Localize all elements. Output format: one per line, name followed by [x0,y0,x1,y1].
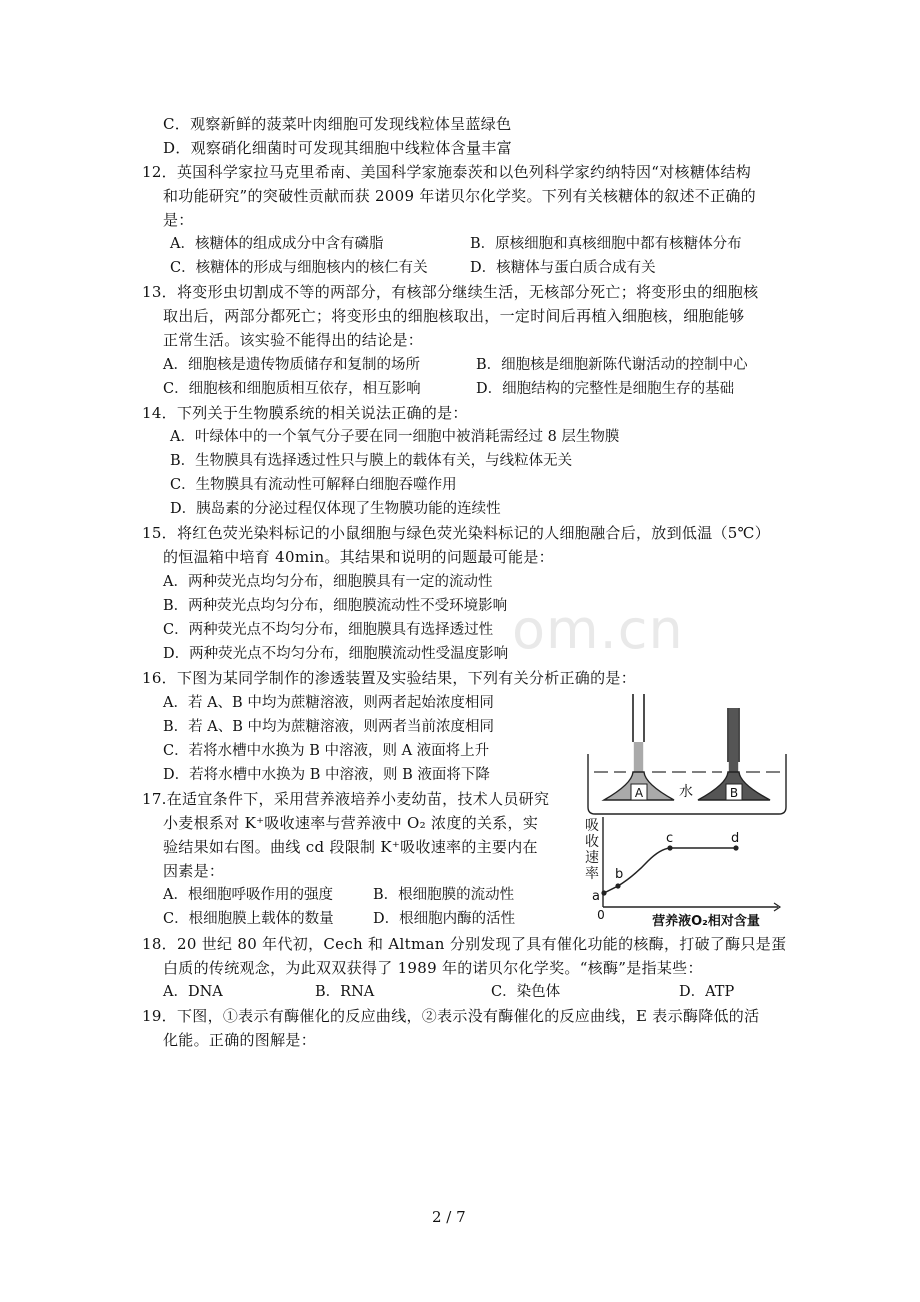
option-item: D．根细胞内酶的活性 [373,911,516,927]
point-d [733,845,738,850]
option-item: C．根细胞膜上载体的数量 [163,911,334,927]
page-number: 2 / 7 [432,1208,466,1226]
watermark: om.cn [512,598,684,661]
text-line: C．观察新鲜的菠菜叶肉细胞可发现线粒体呈蓝绿色 [163,115,512,133]
y-axis-label: 速 [585,850,599,866]
text-line: 14．下列关于生物膜系统的相关说法正确的是： [142,404,468,422]
text-line: 正常生活。该实验不能得出的结论是： [163,331,424,349]
y-axis-label: 收 [585,834,599,850]
text-line: D．观察硝化细菌时可发现其细胞中线粒体含量丰富 [163,139,512,157]
point-label-a: a [592,889,600,904]
k-uptake-graph [578,815,788,930]
label-water: 水 [679,784,693,800]
uptake-curve [604,848,736,893]
tube-a-liquid [634,742,643,772]
option-item: D．细胞结构的完整性是细胞生存的基础 [476,381,735,397]
text-line: 17.在适宜条件下，采用营养液培养小麦幼苗，技术人员研究 [142,790,550,808]
text-line: 16．下图为某同学制作的渗透装置及实验结果，下列有关分析正确的是： [142,669,636,687]
text-line: 验结果如右图。曲线 cd 段限制 K⁺吸收速率的主要内在 [163,838,538,856]
point-label-d: d [731,831,740,846]
text-line: 12．英国科学家拉马克里希南、美国科学家施泰茨和以色列科学家约纳特因“对核糖体结构 [142,163,752,181]
option-item: B．生物膜具有选择透过性只与膜上的载体有关，与线粒体无关 [170,453,573,469]
option-item: C．细胞核和细胞质相互依存，相互影响 [163,381,421,397]
option-item: B．若 A、B 中均为蔗糖溶液，则两者当前浓度相同 [163,719,494,735]
text-line: 因素是： [163,862,225,880]
option-item: A．叶绿体中的一个氧气分子要在同一细胞中被消耗需经过 8 层生物膜 [170,429,620,445]
option-item: C．生物膜具有流动性可解释白细胞吞噬作用 [170,477,457,493]
text-line: 15．将红色荧光染料标记的小鼠细胞与绿色荧光染料标记的人细胞融合后，放到低温（5℃） [142,524,771,542]
y-axis-label: 率 [585,866,599,882]
label-b: B [729,786,739,800]
text-line: 19．下图，①表示有酶催化的反应曲线，②表示没有酶催化的反应曲线，E 表示酶降低的活 [142,1007,760,1025]
option-item: B．原核细胞和真核细胞中都有核糖体分布 [470,236,742,252]
option-item: A．根细胞呼吸作用的强度 [163,887,333,903]
option-item: A．核糖体的组成成分中含有磷脂 [170,236,384,252]
option-item: B．RNA [315,984,375,1000]
x-axis-label: 营养液O₂相对含量 [652,914,760,929]
option-item: C．核糖体的形成与细胞核内的核仁有关 [170,260,428,276]
label-a: A [634,786,644,800]
text-line: 白质的传统观念，为此双双获得了 1989 年的诺贝尔化学奖。“核酶”是指某些： [163,959,703,977]
option-item: D．若将水槽中水换为 B 中溶液，则 B 液面将下降 [163,767,490,783]
option-item: D．核糖体与蛋白质合成有关 [470,260,656,276]
text-line: 取出后，两部分都死亡；将变形虫的细胞核取出，一定时间后再植入细胞核，细胞能够 [163,307,745,325]
text-line: 13．将变形虫切割成不等的两部分，有核部分继续生活，无核部分死亡；将变形虫的细胞核 [142,283,759,301]
tube-a [633,694,644,742]
point-label-c: c [666,831,674,846]
option-item: B．细胞核是细胞新陈代谢活动的控制中心 [476,357,748,373]
option-item: B．根细胞膜的流动性 [373,887,515,903]
text-line: 18．20 世纪 80 年代初，Cech 和 Altman 分别发现了具有催化功能的核酶，打破了酶只是蛋 [142,935,787,953]
text-line: 小麦根系对 K⁺吸收速率与营养液中 O₂ 浓度的关系，实 [163,814,539,832]
text-line: 化能。正确的图解是： [163,1031,317,1049]
option-item: A．两种荧光点均匀分布，细胞膜具有一定的流动性 [163,574,493,590]
option-item: C．两种荧光点不均匀分布，细胞膜具有选择透过性 [163,622,494,638]
option-item: D．ATP [679,984,735,1000]
point-a [601,890,606,895]
option-item: A．若 A、B 中均为蔗糖溶液，则两者起始浓度相同 [163,695,494,711]
option-item: A．细胞核是遗传物质储存和复制的场所 [163,357,420,373]
option-item: C．若将水槽中水换为 B 中溶液，则 A 液面将上升 [163,743,490,759]
point-b [615,883,620,888]
tube-b-liquid [729,708,738,772]
option-item: C．染色体 [491,984,561,1000]
text-line: 的恒温箱中培育 40min。其结果和说明的问题最可能是： [163,548,554,566]
point-c [667,845,672,850]
text-line: 是： [163,211,194,229]
option-item: D．两种荧光点不均匀分布，细胞膜流动性受温度影响 [163,646,509,662]
osmosis-apparatus-figure [586,692,788,817]
point-label-b: b [615,867,624,882]
y-axis-label: 吸 [585,818,599,834]
option-item: B．两种荧光点均匀分布，细胞膜流动性不受环境影响 [163,598,508,614]
option-item: D．胰岛素的分泌过程仅体现了生物膜功能的连续性 [170,501,501,517]
option-item: A．DNA [163,984,223,1000]
origin-label: 0 [597,908,605,922]
text-line: 和功能研究”的突破性贡献而获 2009 年诺贝尔化学奖。下列有关核糖体的叙述不正确的 [163,187,756,205]
